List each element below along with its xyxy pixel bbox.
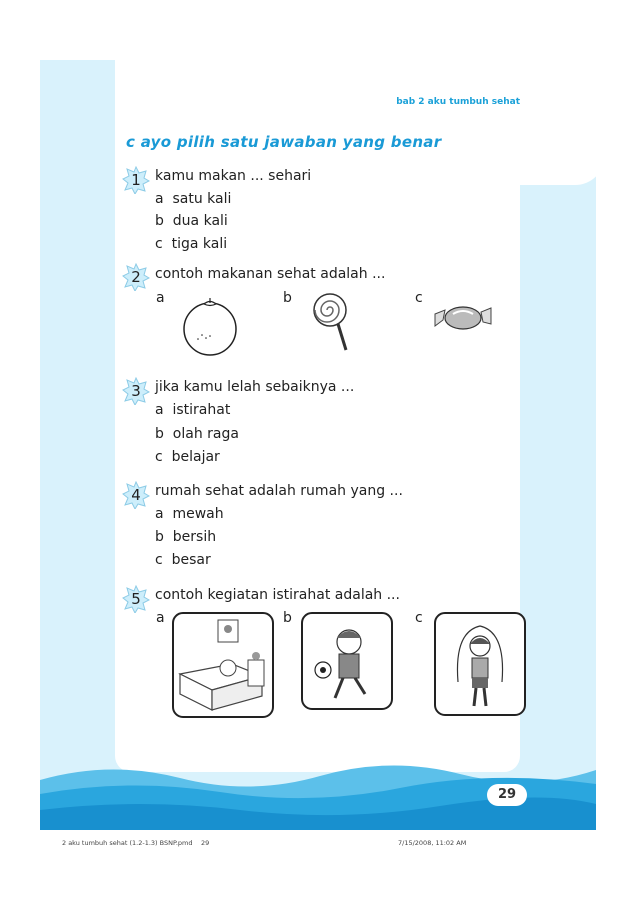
question-5-text: contoh kegiatan istirahat adalah ... <box>155 587 400 603</box>
footer-page: 29 <box>201 839 210 847</box>
question-2-label-b[interactable]: b <box>283 290 292 306</box>
question-1-option-c[interactable]: c tiga kali <box>155 236 228 252</box>
footer-filename: 2 aku tumbuh sehat (1.2-1.3) BSNP.pmd <box>62 839 193 847</box>
question-1-option-a[interactable]: a satu kali <box>155 191 232 207</box>
question-1-number: 1 <box>131 171 141 189</box>
question-3-number: 3 <box>131 382 141 400</box>
question-2-number: 2 <box>131 268 141 286</box>
question-5-number: 5 <box>131 590 141 608</box>
question-3-option-c[interactable]: c belajar <box>155 449 220 465</box>
question-2-text: contoh makanan sehat adalah ... <box>155 266 386 282</box>
question-4-text: rumah sehat adalah rumah yang ... <box>155 483 403 499</box>
question-4-badge <box>122 481 150 509</box>
question-2-badge <box>122 263 150 291</box>
candy-image[interactable] <box>433 300 493 339</box>
section-title: c ayo pilih satu jawaban yang benar <box>126 133 442 151</box>
lollipop-image[interactable] <box>308 292 353 358</box>
sleeping-child-image[interactable] <box>172 612 274 722</box>
question-1-option-b[interactable]: b dua kali <box>155 213 228 229</box>
football-child-image[interactable] <box>301 612 393 714</box>
question-3-text: jika kamu lelah sebaiknya ... <box>155 379 355 395</box>
question-1-text: kamu makan ... sehari <box>155 168 312 184</box>
question-3-option-b[interactable]: b olah raga <box>155 426 239 442</box>
question-3-badge <box>122 377 150 405</box>
question-2-label-a[interactable]: a <box>156 290 165 306</box>
orange-image[interactable] <box>180 295 240 361</box>
question-3-option-a[interactable]: a istirahat <box>155 402 231 418</box>
jump-rope-child-image[interactable] <box>434 612 526 720</box>
question-4-number: 4 <box>131 486 141 504</box>
question-4-option-a[interactable]: a mewah <box>155 506 224 522</box>
question-5-label-b[interactable]: b <box>283 610 292 626</box>
question-4-option-b[interactable]: b bersih <box>155 529 217 545</box>
question-5-badge <box>122 585 150 613</box>
footer-datetime: 7/15/2008, 11:02 AM <box>398 839 467 847</box>
question-4-option-c[interactable]: c besar <box>155 552 211 568</box>
question-5-label-a[interactable]: a <box>156 610 165 626</box>
question-1-badge <box>122 166 150 194</box>
chapter-header: bab 2 aku tumbuh sehat <box>396 97 520 107</box>
question-2-label-c[interactable]: c <box>415 290 423 306</box>
page-number: 29 <box>487 784 527 806</box>
question-5-label-c[interactable]: c <box>415 610 423 626</box>
